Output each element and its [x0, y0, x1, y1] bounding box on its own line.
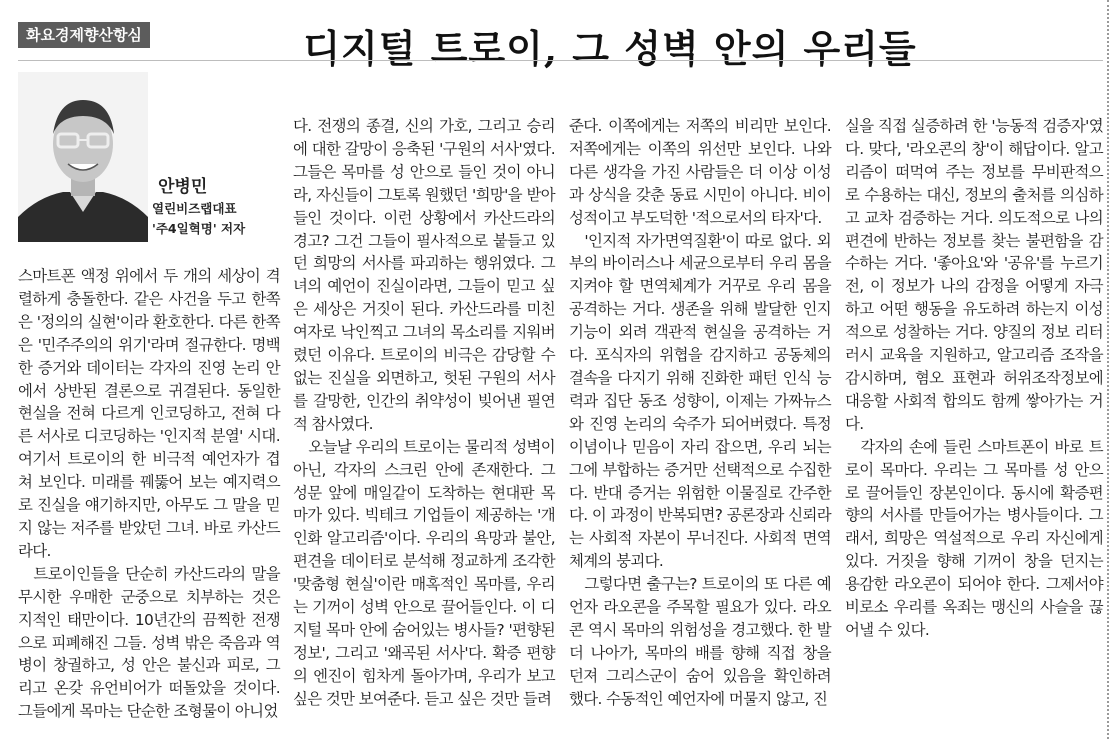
article-column-3: [569, 115, 831, 711]
article-column-1: [18, 265, 280, 723]
paragraph: 준다. 이쪽에게는 저쪽의 비리만 보인다. 저쪽에게는 이쪽의 위선만 보인다. 나와 다른 생각을 가진 사람들은 더 이상 이성과 상식을 갖춘 동료 시민이 아니다. 비이성적이고 부도덕한 '적으로서의 타자'다.: [569, 117, 831, 227]
paragraph: 실을 직접 실증하려 한 '능동적 검증자'였다. 맞다, '라오콘의 창'이 해답이다. 알고리즘이 떠먹여 주는 정보를 무비판적으로 수용하는 대신, 정보의 출처를 의심하고 교차 검증하는 거다. 의도적으로 나의 편견에 반하는 정보를 찾는 불편함을 감수하는 거다. '좋아요'와 '공유'를 누르기 전, 이 정보가 나의 감정을 어떻게 자극하고 어떤 행동을 유도하려 하는지 이성적으로 성찰하는 거다. 양질의 정보 리터러시 교육을 지원하고, 알고리즘 조작을 감시하며, 혐오 표현과 허위조작정보에 대응할 사회적 합의도 함께 쌓아가는 거다.: [845, 117, 1103, 433]
paragraph: 다. 전쟁의 종결, 신의 가호, 그리고 승리에 대한 갈망이 응축된 '구원의 서사'였다. 그들은 목마를 성 안으로 들인 것이 아니라, 자신들이 그토록 원했던 '희망'을 받아들인 것이다. 이런 상황에서 카산드라의 경고? 그건 그들이 필사적으로 붙들고 있던 희망의 서사를 파괴하는 행위였다. 그녀의 예언이 진실이라면, 그들이 믿고 싶은 세상은 거짓이 된다. 카산드라를 미친 여자로 낙인찍고 그녀의 목소리를 지워버렸던 이유다. 트로이의 비극은 감당할 수 없는 진실을 외면하고, 헛된 구원의 서사를 갈망한, 인간의 취약성이 빚어낸 필연적 참사였다.: [293, 117, 555, 433]
series-tag: 화요경제향산항심: [18, 22, 150, 48]
author-name: 안병민: [158, 177, 208, 197]
paragraph: 각자의 손에 들린 스마트폰이 바로 트로이 목마다. 우리는 그 목마를 성 안으로 끌어들인 장본인이다. 동시에 확증편향의 서사를 만들어가는 병사들이다. 그래서, 희망은 역설적으로 우리 자신에게 있다. 거짓을 향해 기꺼이 창을 던지는 용감한 라오콘이 되어야 한다. 그제서야 비로소 우리를 옥죄는 맹신의 사슬을 끊어낼 수 있다.: [845, 437, 1103, 639]
page-edge-divider: [1107, 0, 1109, 739]
top-rule: [18, 60, 1103, 61]
paragraph: '인지적 자가면역질환'이 따로 없다. 외부의 바이러스나 세균으로부터 우리 몸을 지켜야 할 면역체계가 거꾸로 우리 몸을 공격하는 거다. 생존을 위해 발달한 인지 기능이 외려 객관적 현실을 공격하는 거다. 포식자의 위협을 감지하고 공동체의 결속을 다지기 위해 진화한 패턴 인식 능력과 집단 동조 성향이, 이제는 가짜뉴스와 진영 논리의 숙주가 되어버렸다. 특정 이념이나 믿음이 자리 잡으면, 우리 뇌는 그에 부합하는 증거만 선택적으로 수집한다. 반대 증거는 위험한 이물질로 간주한다. 이 과정이 반복되면? 공론장과 신뢰라는 사회적 자본이 무너진다. 사회적 면역체계의 붕괴다.: [569, 231, 831, 571]
paragraph: 스마트폰 액정 위에서 두 개의 세상이 격렬하게 충돌한다. 같은 사건을 두고 한쪽은 '정의의 실현'이라 환호한다. 다른 한쪽은 '민주주의의 위기'라며 절규한다. 명백한 증거와 데이터는 각자의 진영 논리 안에서 상반된 결론으로 귀결된다. 동일한 현실을 전혀 다르게 인코딩하고, 전혀 다른 서사로 디코딩하는 '인지적 분열' 시대. 여기서 트로이의 한 비극적 예언자가 겹쳐 보인다. 미래를 꿰뚫어 보는 예지력으로 진실을 얘기하지만, 아무도 그 말을 믿지 않는 저주를 받았던 그녀. 바로 카산드라다.: [18, 267, 280, 560]
author-book: '주4일혁명' 저자: [152, 221, 246, 236]
paragraph: 오늘날 우리의 트로이는 물리적 성벽이 아닌, 각자의 스크린 안에 존재한다. 그 성문 앞에 매일같이 도착하는 현대판 목마가 있다. 빅테크 기업들이 제공하는 '개인화 알고리즘'이다. 우리의 욕망과 불안, 편견을 데이터로 분석해 정교하게 조각한 '맞춤형 현실'이란 매혹적인 목마를, 우리는 기꺼이 성벽 안으로 끌어들인다. 이 디지털 목마 안에 숨어있는 병사들? '편향된 정보', 그리고 '왜곡된 서사'다. 확증 편향의 엔진이 힘차게 돌아가며, 우리가 보고 싶은 것만 보여준다. 듣고 싶은 것만 들려: [293, 437, 555, 708]
author-title: 열린비즈랩대표: [152, 201, 237, 216]
paragraph: 그렇다면 출구는? 트로이의 또 다른 예언자 라오콘을 주목할 필요가 있다. 라오콘 역시 목마의 위험성을 경고했다. 한 발 더 나아가, 목마의 배를 향해 직접 창을 던져 그리스군이 숨어 있음을 확인하려 했다. 수동적인 예언자에 머물지 않고, 진: [569, 575, 831, 708]
paragraph: 트로이인들을 단순히 카산드라의 말을 무시한 우매한 군중으로 치부하는 것은 지적인 태만이다. 10년간의 끔찍한 전쟁으로 피폐해진 그들. 성벽 밖은 죽음과 역병이 창궐하고, 성 안은 불신과 피로, 그리고 온갖 유언비어가 떠돌았을 것이다. 그들에게 목마는 단순한 조형물이 아니었: [18, 564, 280, 721]
author-portrait-image: [18, 72, 148, 242]
headline: 디지털 트로이, 그 성벽 안의 우리들: [303, 26, 917, 71]
article-column-4: [845, 115, 1103, 642]
author-photo: [18, 72, 148, 242]
article-column-2: [293, 115, 555, 711]
